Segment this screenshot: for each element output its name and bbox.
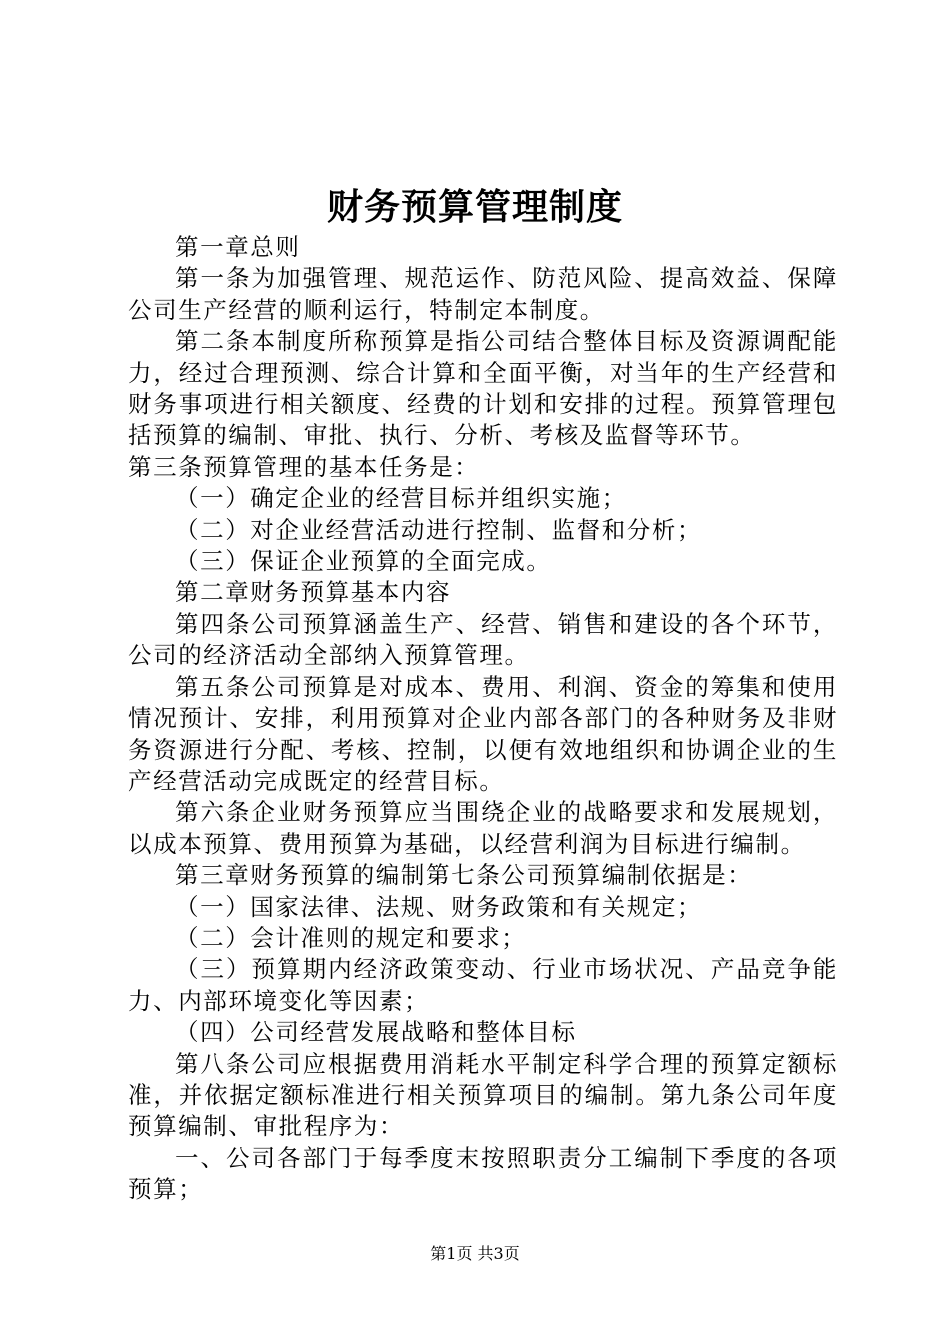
document-body [128,232,838,1206]
article-paragraph: 第六条企业财务预算应当围绕企业的战略要求和发展规划，以成本预算、费用预算为基础，以经营利润为目标进行编制。 [128,798,838,858]
article-paragraph: 第二条本制度所称预算是指公司结合整体目标及资源调配能力，经过合理预测、综合计算和全面平衡，对当年的生产经营和财务事项进行相关额度、经费的计划和安排的过程。预算管理包括预算的编制、审批、执行、分析、考核及监督等环节。 [128,327,838,450]
list-item: （二）会计准则的规定和要求； [175,923,527,952]
chapter-heading: 第三章财务预算的编制第七条公司预算编制依据是： [175,861,753,890]
list-item: 一、公司各部门于每季度末按照职责分工编制下季度的各项预算； [128,1143,838,1204]
article-paragraph: 第三条预算管理的基本任务是： [128,452,480,481]
chapter-heading: 第二章财务预算基本内容 [175,578,452,607]
chapter-heading: 第一章总则 [175,233,301,261]
article-paragraph: 第八条公司应根据费用消耗水平制定科学合理的预算定额标准，并依据定额标准进行相关预算项目的编制。第九条公司年度预算编制、审批程序为： [128,1049,838,1141]
article-paragraph: 第四条公司预算涵盖生产、经营、销售和建设的各个环节，公司的经济活动全部纳入预算管理。 [128,609,838,670]
article-paragraph: 第一条为加强管理、规范运作、防范风险、提高效益、保障公司生产经营的顺利运行，特制定本制度。 [128,264,838,324]
article-paragraph: 第五条公司预算是对成本、费用、利润、资金的筹集和使用情况预计、安排，利用预算对企业内部各部门的各种财务及非财务资源进行分配、考核、控制，以便有效地组织和协调企业的生产经营活动完成既定的经营目标。 [128,672,838,795]
list-item: （四）公司经营发展战略和整体目标 [175,1018,577,1047]
list-item: （三）预算期内经济政策变动、行业市场状况、产品竞争能力、内部环境变化等因素； [128,955,838,1015]
list-item: （一）确定企业的经营目标并组织实施； [175,484,627,513]
list-item: （一）国家法律、法规、财务政策和有关规定； [175,892,703,921]
list-item: （二）对企业经营活动进行控制、监督和分析； [175,515,703,544]
document-title: 财务预算管理制度 [326,186,623,228]
list-item: （三）保证企业预算的全面完成。 [175,547,552,576]
page-footer: 第1页 共3页 [430,1244,520,1263]
